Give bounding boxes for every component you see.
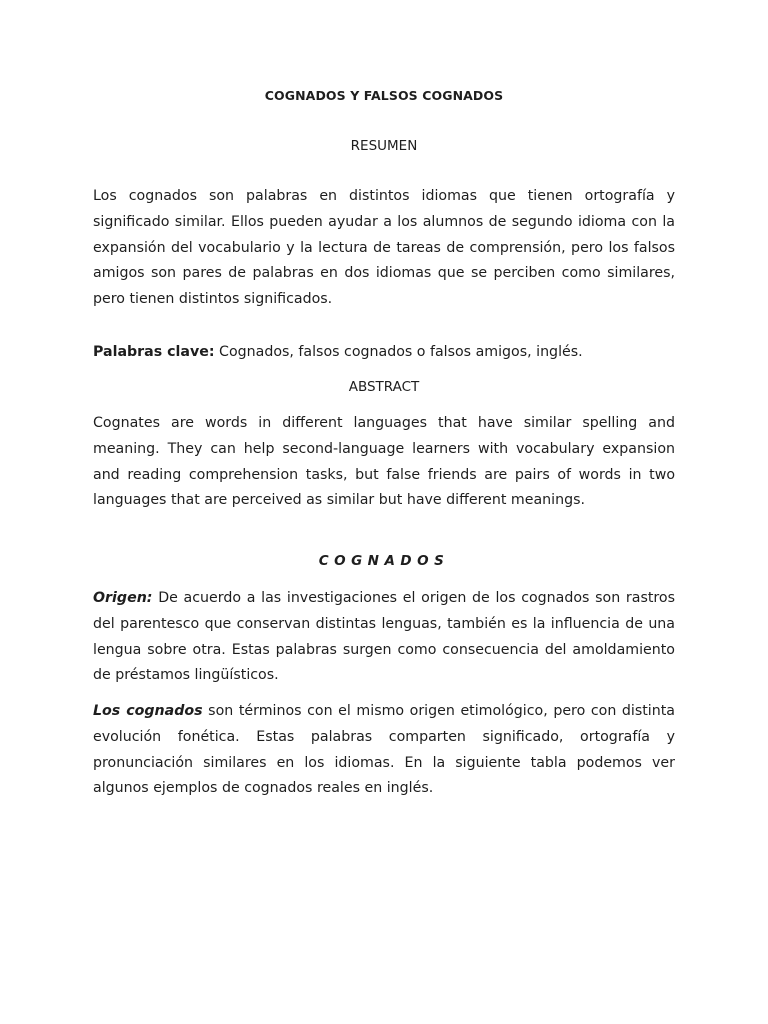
section-heading-cognados: COGNADOS	[318, 553, 450, 569]
abstract-paragraph: Cognates are words in different languages that have similar spelling and meaning. They can help second-language learners with vocabulary expansion and reading comprehension tasks, but false friends are pairs of words in two languages that are perceived as similar but have different meanings.	[93, 415, 675, 509]
los-cognados-label: Los cognados	[93, 703, 203, 719]
keywords-line	[93, 340, 675, 366]
los-cognados-text: son términos con el mismo origen etimológico, pero con distinta evolución fonética. Estas palabras comparten significado, ortografía y pronunciación similares en los idiomas. En la siguiente tabla podemos ver algunos ejemplos de cognados reales en inglés.	[93, 703, 675, 797]
resumen-heading: RESUMEN	[350, 138, 418, 154]
los-cognados-paragraph	[93, 699, 675, 802]
resumen-paragraph: Los cognados son palabras en distintos idiomas que tienen ortografía y significado similar. Ellos pueden ayudar a los alumnos de segundo idioma con la expansión del vocabulario y la lectura de tareas de comprensión, pero los falsos amigos son pares de palabras en dos idiomas que se perciben como similares, pero tienen distintos significados.	[93, 188, 675, 308]
abstract-heading: ABSTRACT	[348, 379, 420, 395]
origen-label: Origen:	[93, 590, 153, 606]
document-title: COGNADOS Y FALSOS COGNADOS	[264, 88, 504, 103]
origen-text: De acuerdo a las investigaciones el origen de los cognados son rastros del parentesco que conservan distintas lenguas, también es la influencia de una lengua sobre otra. Estas palabras surgen como consecuencia del amoldamiento de préstamos lingüísticos.	[93, 590, 675, 684]
keywords-label: Palabras clave:	[93, 344, 215, 360]
keywords-text: Cognados, falsos cognados o falsos amigos, inglés.	[214, 344, 583, 360]
origen-paragraph	[93, 586, 675, 689]
